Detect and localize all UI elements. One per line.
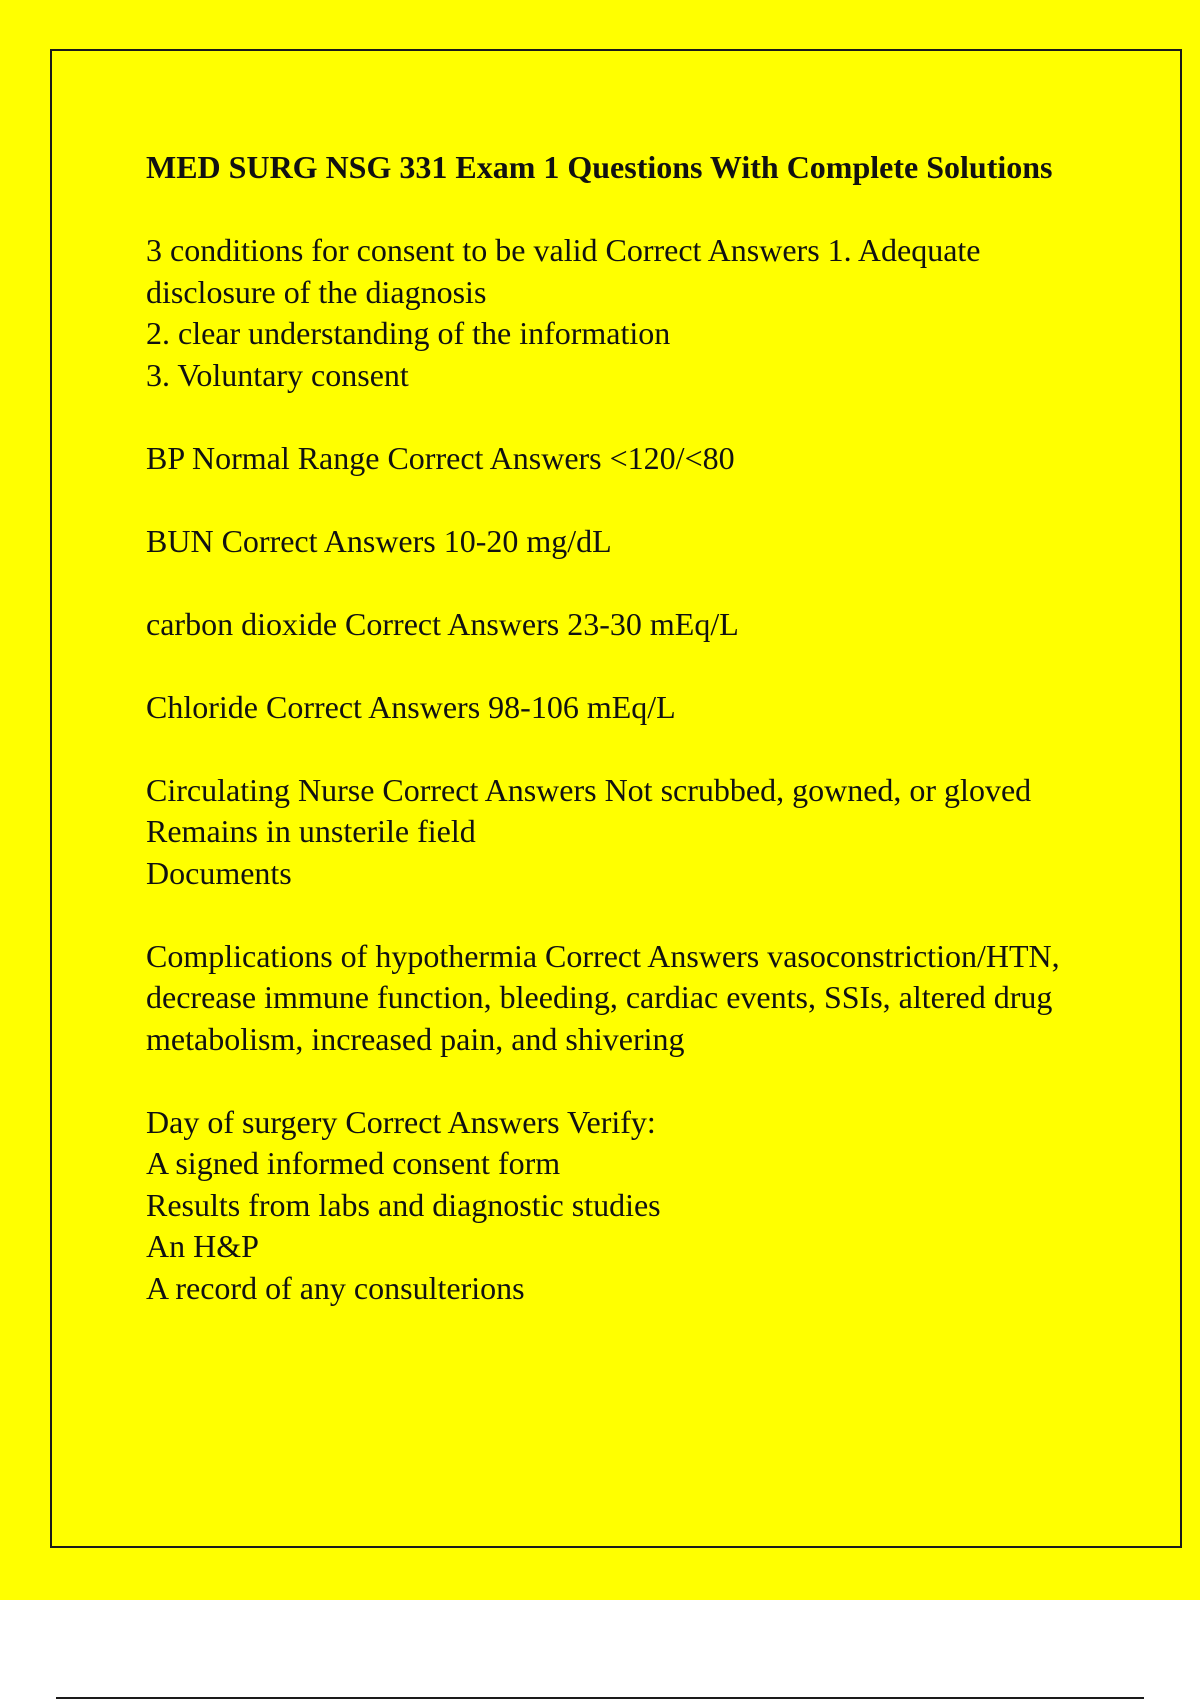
qa-entry-bun (146, 521, 1096, 563)
qa-text: BP Normal Range Correct Answers <120/<80 (146, 439, 735, 476)
qa-text: Circulating Nurse Correct Answers Not scrubbed, gowned, or gloved (146, 771, 1032, 808)
document-title: MED SURG NSG 331 Exam 1 Questions With Complete Solutions (146, 149, 1053, 185)
qa-entry-co2 (146, 604, 1096, 646)
qa-text: A record of any consulterions (146, 1269, 525, 1306)
qa-text: Remains in unsterile field (146, 813, 476, 849)
qa-text: A signed informed consent form (146, 1145, 561, 1181)
qa-text: 3 conditions for consent to be valid Correct Answers 1. Adequate disclosure of the diagnosis (146, 232, 981, 310)
qa-text: An H&P (146, 1228, 259, 1264)
qa-entry-consent (146, 230, 1096, 396)
qa-text: Day of surgery Correct Answers Verify: (146, 1103, 656, 1140)
document-content (146, 146, 1096, 1351)
qa-entry-day-of-surgery (146, 1102, 1096, 1310)
qa-text: BUN Correct Answers 10-20 mg/dL (146, 522, 612, 559)
qa-text: Documents (146, 854, 292, 891)
qa-text: Results from labs and diagnostic studies (146, 1186, 661, 1223)
qa-text: carbon dioxide Correct Answers 23-30 mEq/L (146, 605, 739, 642)
qa-entry-chloride (146, 687, 1096, 729)
qa-text: Complications of hypothermia Correct Answers vasoconstriction/HTN, decrease immune function, bleeding, cardiac events, SSIs, altered drug metabolism, increased pain, and shivering (146, 937, 1060, 1057)
footer-divider (56, 1697, 1144, 1699)
qa-text: 3. Voluntary consent (146, 356, 409, 393)
qa-entry-hypothermia (146, 936, 1096, 1061)
qa-text: 2. clear understanding of the information (146, 315, 671, 351)
qa-entry-circulating-nurse (146, 770, 1096, 895)
qa-text: Chloride Correct Answers 98-106 mEq/L (146, 688, 676, 725)
qa-entry-bp (146, 438, 1096, 480)
